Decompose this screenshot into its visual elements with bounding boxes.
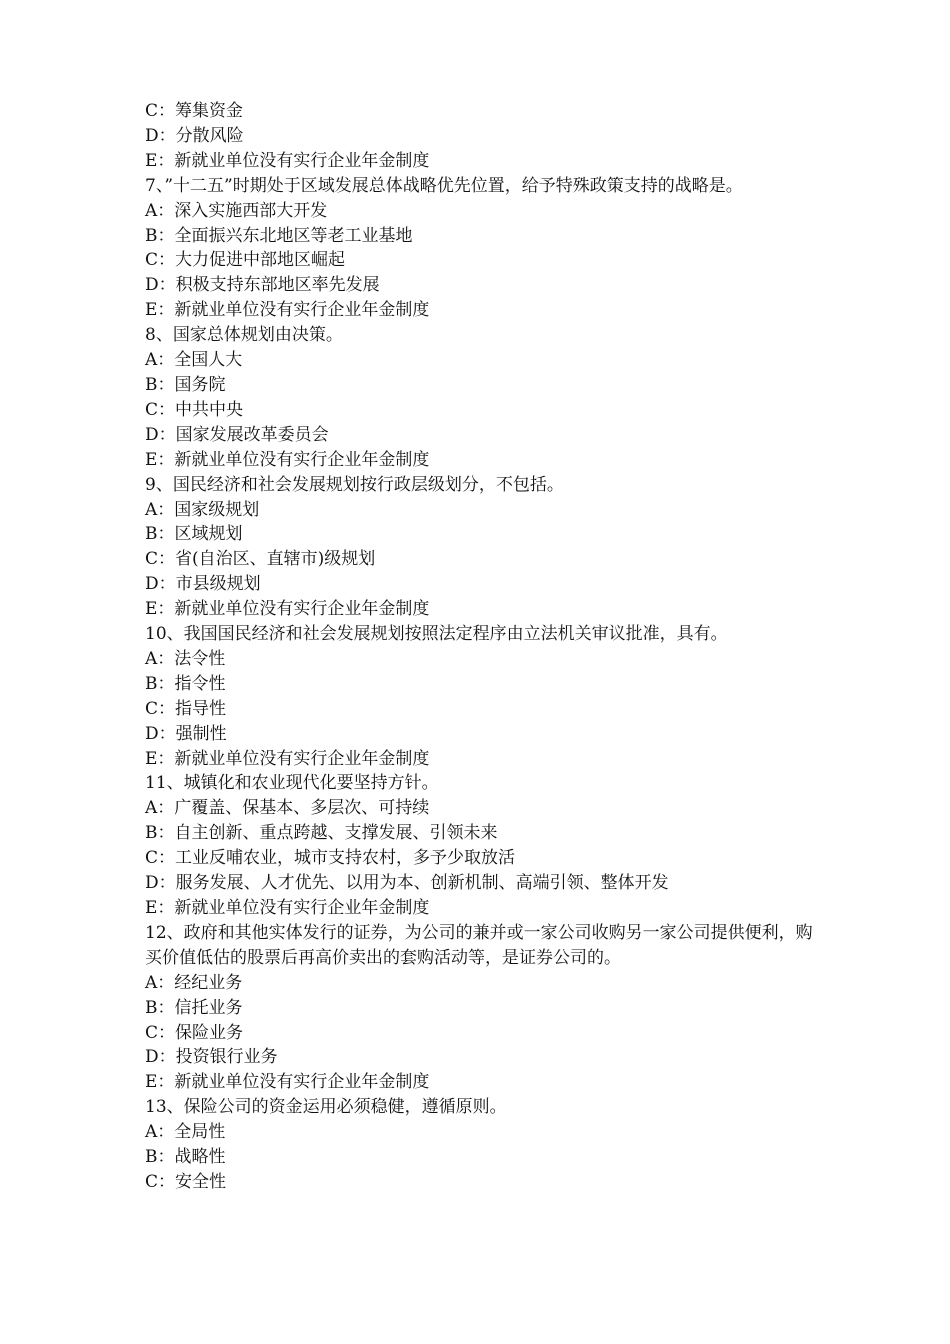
option-line: B：国务院	[145, 374, 226, 395]
option-line: B：全面振兴东北地区等老工业基地	[145, 225, 413, 246]
option-line: D：国家发展改革委员会	[145, 424, 329, 445]
option-line: E：新就业单位没有实行企业年金制度	[145, 1072, 430, 1093]
question-stem: 9、国民经济和社会发展规划按行政层级划分，不包括。	[145, 474, 564, 495]
question-stem: 10、我国国民经济和社会发展规划按照法定程序由立法机关审议批准，具有。	[145, 624, 728, 645]
option-line: C：指导性	[145, 698, 227, 719]
option-line: E：新就业单位没有实行企业年金制度	[145, 150, 430, 171]
option-line: D：市县级规划	[145, 574, 261, 595]
option-line: E：新就业单位没有实行企业年金制度	[145, 748, 430, 769]
option-line: C：筹集资金	[145, 101, 244, 121]
question-stem: 7、”十二五”时期处于区域发展总体战略优先位置，给予特殊政策支持的战略是。	[145, 175, 743, 196]
option-line: B：战略性	[145, 1147, 226, 1168]
option-line: B：指令性	[145, 673, 226, 694]
option-line: C：保险业务	[145, 1022, 244, 1043]
question-stem: 11、城镇化和农业现代化要坚持方针。	[145, 773, 439, 794]
option-line: D：服务发展、人才优先、以用为本、创新机制、高端引领、整体开发	[145, 873, 669, 894]
option-line: D：积极支持东部地区率先发展	[145, 275, 380, 296]
option-line: A：国家级规划	[145, 499, 260, 520]
option-line: E：新就业单位没有实行企业年金制度	[145, 300, 430, 321]
question-8	[145, 323, 815, 472]
option-line: A：全国人大	[145, 350, 243, 371]
option-line: C：省(自治区、直辖市)级规划	[145, 549, 376, 570]
question-10	[145, 622, 815, 771]
question-7	[145, 174, 815, 323]
option-line: E：新就业单位没有实行企业年金制度	[145, 599, 430, 620]
option-line: C：中共中央	[145, 399, 244, 420]
lead-options	[145, 99, 815, 174]
question-stem: 8、国家总体规划由决策。	[145, 325, 343, 346]
option-line: B：信托业务	[145, 997, 243, 1018]
option-line: B：区域规划	[145, 524, 243, 545]
option-line: D：分散风险	[145, 125, 244, 146]
option-line: A：广覆盖、保基本、多层次、可持续	[145, 798, 430, 819]
option-line: D：投资银行业务	[145, 1047, 278, 1068]
option-line: A：全局性	[145, 1122, 226, 1143]
question-9	[145, 473, 815, 622]
option-line: C：安全性	[145, 1171, 227, 1192]
question-12	[145, 921, 815, 1095]
question-stem: 12、政府和其他实体发行的证券，为公司的兼并或一家公司收购另一家公司提供便利，购买价值低估的股票后再高价卖出的套购活动等，是证券公司的。	[145, 922, 813, 968]
option-line: A：法令性	[145, 648, 226, 669]
question-stem: 13、保险公司的资金运用必须稳健，遵循原则。	[145, 1097, 507, 1118]
option-line: A：经纪业务	[145, 972, 243, 993]
document-body	[145, 99, 815, 1195]
option-line: D：强制性	[145, 723, 227, 744]
option-line: B：自主创新、重点跨越、支撑发展、引领未来	[145, 823, 498, 844]
question-13	[145, 1095, 815, 1195]
option-line: A：深入实施西部大开发	[145, 200, 328, 221]
option-line: E：新就业单位没有实行企业年金制度	[145, 449, 430, 470]
option-line: C：大力促进中部地区崛起	[145, 250, 346, 271]
option-line: E：新就业单位没有实行企业年金制度	[145, 898, 430, 918]
question-11	[145, 771, 815, 920]
option-line: C：工业反哺农业，城市支持农村，多予少取放活	[145, 848, 516, 869]
